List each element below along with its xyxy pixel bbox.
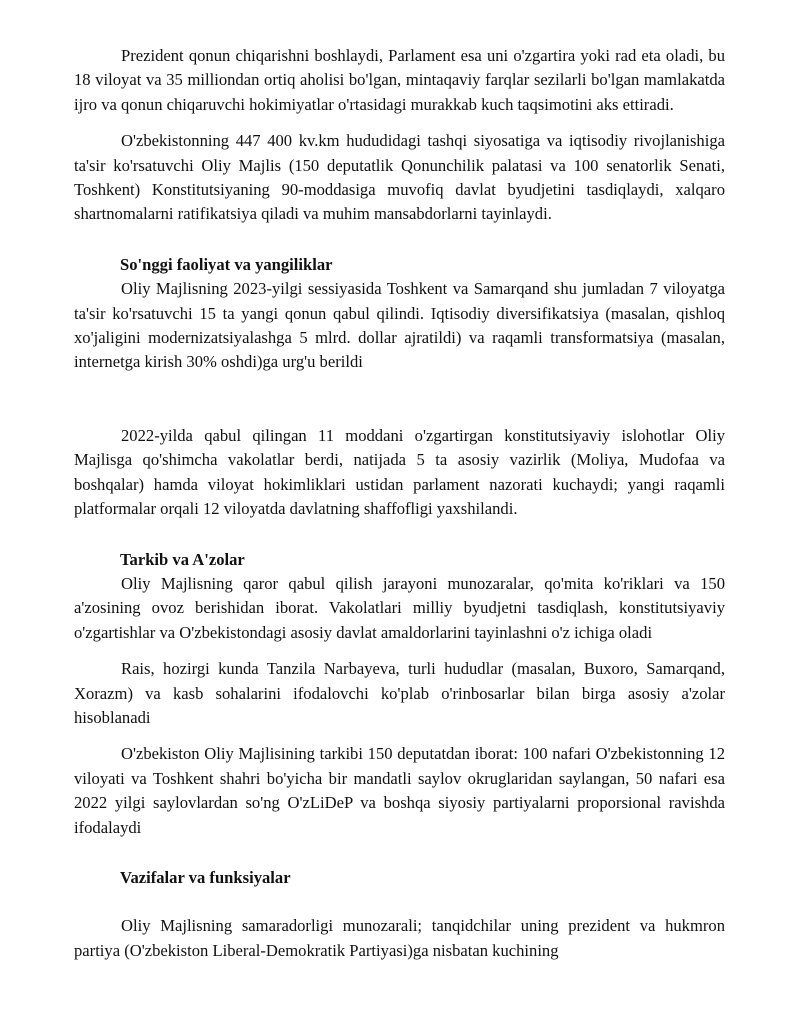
paragraph-effectiveness: Oliy Majlisning samaradorligi munozarali; tanqidchilar uning prezident va hukmron partiya (O'zbekiston Liberal-Demokratik Partiyasi)ga nisbatan kuchining (74, 916, 725, 960)
paragraph-2022-reforms: 2022-yilda qabul qilingan 11 moddani o'zgartirgan konstitutsiyaviy islohotlar Oliy Majlisga qo'shimcha vakolatlar berdi, natijada 5 ta asosiy vazirlik (Moliya, Mudofaa va boshqalar) hamda viloyat hokimliklari ustidan parlament nazorati kuchaydi; yangi raqamli platformalar orqali 12 viloyatda davlatning shaffofligi yaxshilandi. (74, 425, 725, 519)
paragraph-2023-session: Oliy Majlisning 2023-yilgi sessiyasida Toshkent va Samarqand shu jumladan 7 viloyatga ta'sir ko'rsatuvchi 15 ta yangi qonun qabul qilindi. Iqtisodiy diversifikatsiya (masalan, qishloq xo'jaligini modernizatsiyalashga 5 mlrd. dollar ajratildi) va raqamli transformatsiya (masalan, internetga kirish 30% oshdi)ga urg'u berildi (74, 279, 725, 372)
paragraph-composition-deputies: O'zbekiston Oliy Majlisining tarkibi 150 deputatdan iborat: 100 nafari O'zbekistonning 12 viloyati va Toshkent shahri bo'yicha bir mandatli saylov okruglaridan saylangan, 50 nafari esa 2022 yilgi saylovlardan so'ng O'zLiDeP va boshqa siyosiy partiyalarni proporsional ravishda ifodalaydi (74, 744, 725, 837)
paragraph-oliy-majlis-overview: O'zbekistonning 447 400 kv.km hududidagi tashqi siyosatiga va iqtisodiy rivojlanishiga ta'sir ko'rsatuvchi Oliy Majlis (150 deputatlik Qonunchilik palatasi va 100 senatorlik Senati, Toshkent) Konstitutsiyaning 90-moddasiga muvofiq davlat byudjetini tasdiqlaydi, xalqaro shartnomalarni ratifikatsiya qiladi va muhim mansabdorlarni tayinlaydi. (74, 131, 725, 224)
paragraph-decision-process: Oliy Majlisning qaror qabul qilish jarayoni munozaralar, qo'mita ko'riklari va 150 a'zosining ovoz berishidan iborat. Vakolatlari milliy byudjetni tasdiqlash, konstitutsiyaviy o'zgartishlar va O'zbekistondagi asosiy davlat amaldorlarini tayinlashni o'z ichiga oladi (74, 573, 725, 642)
heading-composition-members: Tarkib va A'zolar (120, 549, 245, 569)
paragraph-legislative-process: Prezident qonun chiqarishni boshlaydi, Parlament esa uni o'zgartira yoki rad eta oladi, bu 18 viloyat va 35 milliondan ortiq aholisi bo'lgan, mintaqaviy farqlar sezilarli bo'lgan mamlakatda ijro va qonun chiqaruvchi hokimiyatlar o'rtasidagi murakkab kuch taqsimotini aks ettiradi. (74, 46, 725, 114)
heading-recent-activity: So'nggi faoliyat va yangiliklar (120, 254, 333, 274)
heading-duties-functions: Vazifalar va funksiyalar (120, 867, 291, 887)
paragraph-chairperson: Rais, hozirgi kunda Tanzila Narbayeva, turli hududlar (masalan, Buxoro, Samarqand, Xorazm) va kasb sohalarini ifodalovchi ko'plab o'rinbosarlar bilan birga asosiy a'zolar hisoblanadi (74, 659, 725, 727)
document-page (74, 44, 725, 963)
